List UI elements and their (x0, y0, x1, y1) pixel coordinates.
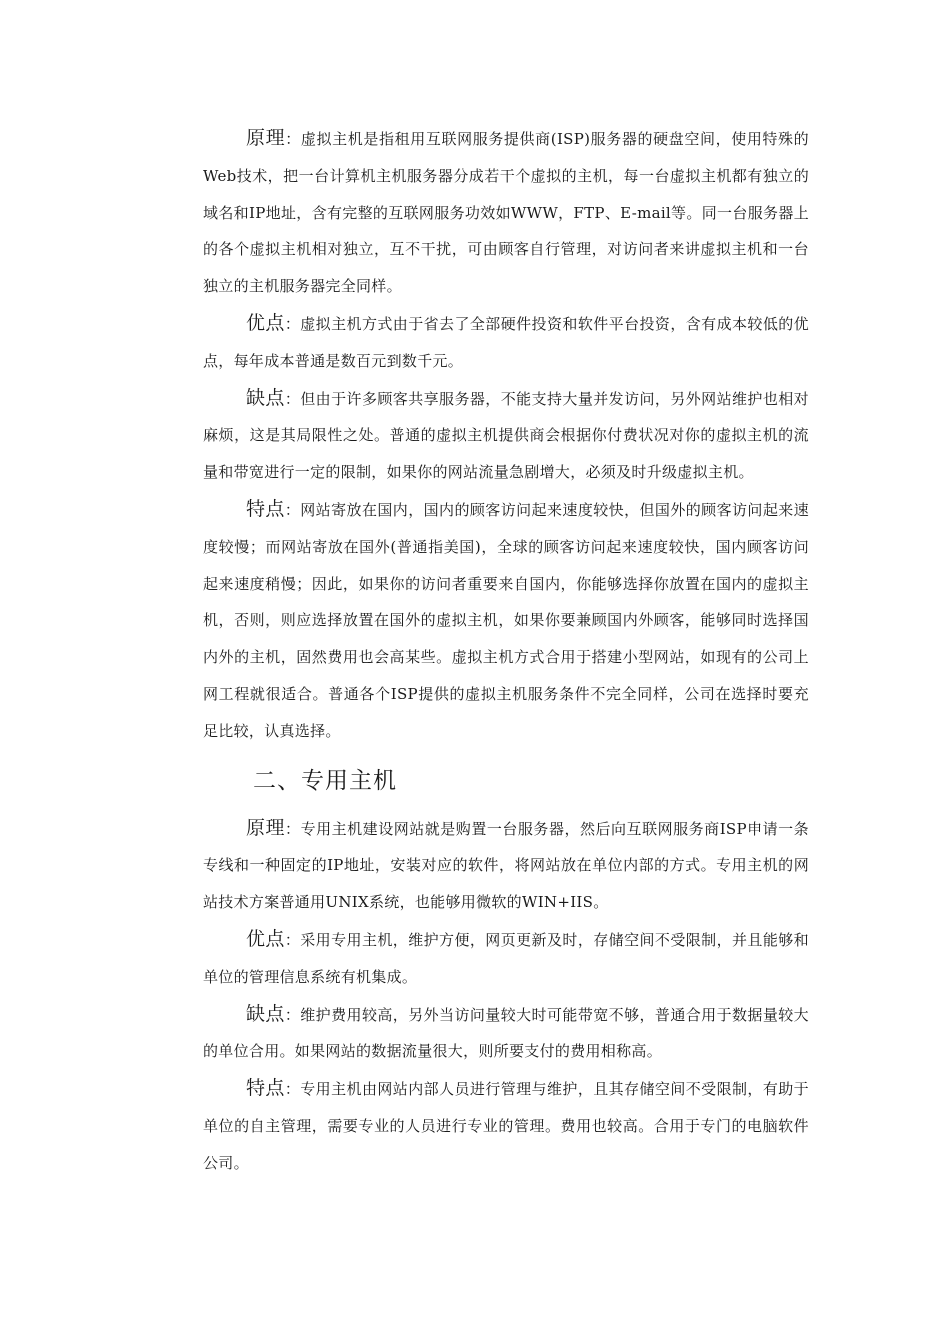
paragraph-text: 虚拟主机方式由于省去了全部硬件投资和软件平台投资，含有成本较低的优点，每年成本普通是数百元到数千元。 (203, 314, 809, 370)
term-colon: ： (285, 819, 301, 838)
document-body (203, 120, 809, 1182)
paragraph-virtual-principle (203, 120, 809, 305)
term-label: 特点 (246, 1077, 285, 1100)
term-label: 原理 (246, 816, 286, 839)
paragraph-dedicated-principle (203, 810, 809, 921)
term-colon: ： (284, 1080, 301, 1099)
term-label: 优点 (246, 927, 285, 950)
paragraph-text: 专用主机由网站内部人员进行管理与维护，且其存储空间不受限制，有助于单位的自主管理，需要专业的人员进行专业的管理。费用也较高。合用于专门的电脑软件公司。 (203, 1080, 809, 1172)
term-colon: ： (284, 1005, 301, 1024)
term-label: 缺点 (246, 1002, 285, 1025)
term-label: 缺点 (246, 386, 285, 409)
paragraph-virtual-advantage (203, 305, 809, 380)
paragraph-text: 专用主机建设网站就是购置一台服务器，然后向互联网服务商ISP申请一条专线和一种固定的IP地址，安装对应的软件，将网站放在单位内部的方式。专用主机的网站技术方案普通用UNIX系统，也能够用微软的WIN+IIS。 (203, 819, 809, 912)
section-heading: 二、专用主机 (253, 767, 397, 794)
term-colon: ： (284, 389, 301, 408)
paragraph-text: 采用专用主机，维护方便，网页更新及时，存储空间不受限制，并且能够和单位的管理信息系统有机集成。 (203, 930, 809, 986)
term-colon: ： (284, 500, 301, 519)
paragraph-dedicated-disadvantage (203, 996, 809, 1071)
paragraph-dedicated-feature (203, 1070, 809, 1181)
paragraph-text: 网站寄放在国内，国内的顾客访问起来速度较快，但国外的顾客访问起来速度较慢；而网站寄放在国外(普通指美国)，全球的顾客访问起来速度较快，国内顾客访问起来速度稍慢；因此，如果你的访问者重要来自国内，你能够选择你放置在国内的虚拟主机，否则，则应选择放置在国外的虚拟主机，如果你要兼顾国内外顾客，能够同时选择国内外的主机，固然费用也会高某些。虚拟主机方式合用于搭建小型网站，如现有的公司上网工程就很适合。普通各个ISP提供的虚拟主机服务条件不完全同样，公司在选择时要充足比较，认真选择。 (203, 500, 809, 740)
term-colon: ： (284, 314, 301, 333)
term-label: 特点 (246, 497, 285, 520)
paragraph-text: 维护费用较高，另外当访问量较大时可能带宽不够，普通合用于数据量较大的单位合用。如果网站的数据流量很大，则所要支付的费用相称高。 (203, 1005, 809, 1061)
paragraph-virtual-disadvantage (203, 380, 809, 491)
term-label: 优点 (246, 311, 285, 334)
paragraph-dedicated-advantage (203, 921, 809, 996)
term-colon: ： (284, 930, 301, 949)
term-colon: ： (285, 130, 301, 148)
paragraph-text: 但由于许多顾客共享服务器，不能支持大量并发访问，另外网站维护也相对麻烦，这是其局限性之处。普通的虚拟主机提供商会根据你付费状况对你的虚拟主机的流量和带宽进行一定的限制，如果你的网站流量急剧增大，必须及时升级虚拟主机。 (203, 389, 809, 482)
paragraph-virtual-feature (203, 491, 809, 750)
term-label: 原理 (246, 127, 286, 149)
paragraph-text: 虚拟主机是指租用互联网服务提供商(ISP)服务器的硬盘空间，使用特殊的Web技术，把一台计算机主机服务器分成若干个虚拟的主机，每一台虚拟主机都有独立的域名和IP地址，含有完整的互联网服务功效如WWW，FTP、E-mail等。同一台服务器上的各个虚拟主机相对独立，互不干扰，可由顾客自行管理，对访问者来讲虚拟主机和一台独立的主机服务器完全同样。 (203, 130, 809, 296)
